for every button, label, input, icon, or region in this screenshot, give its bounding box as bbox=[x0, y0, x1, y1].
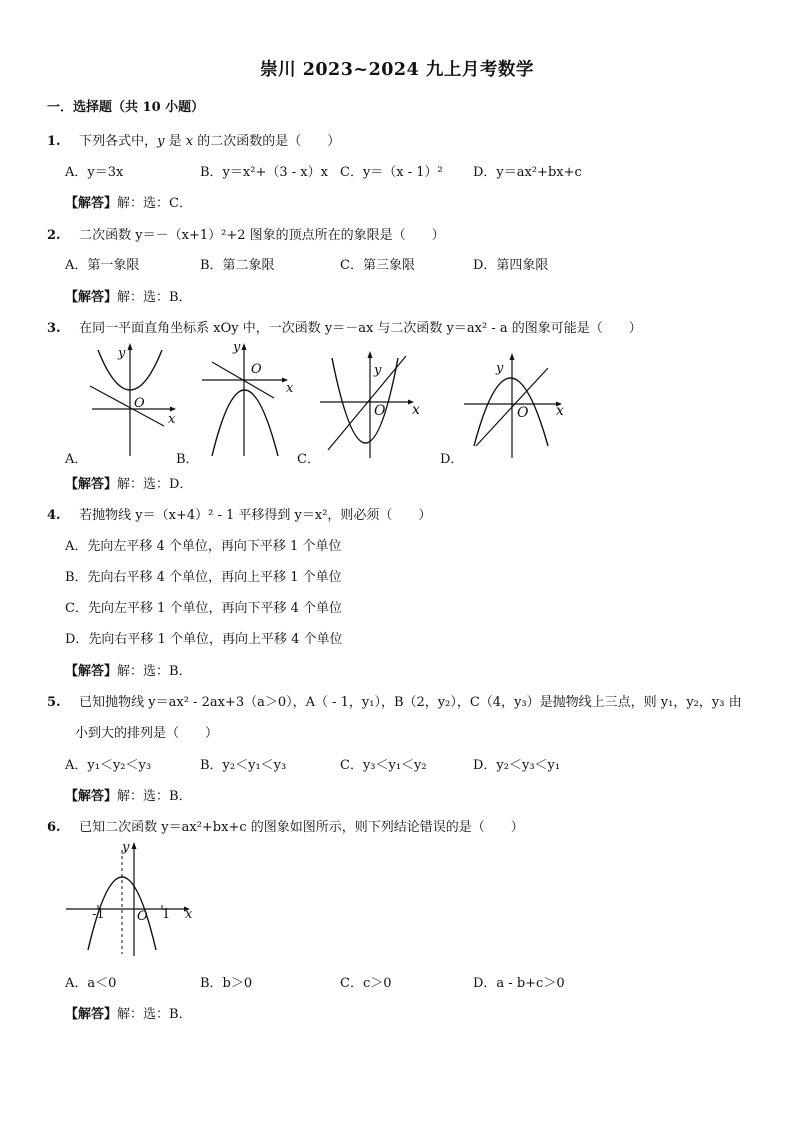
question-stem: 若抛物线 y＝（x+4）² - 1 平移得到 y＝x²，则必须（ ） bbox=[79, 508, 432, 523]
question-stem: 已知二次函数 y＝ax²+bx+c 的图象如图所示，则下列结论错误的是（ ） bbox=[79, 820, 524, 835]
y-label: y bbox=[496, 361, 504, 376]
option-a: A． bbox=[65, 452, 88, 467]
option-a: A．第一象限 bbox=[65, 258, 140, 273]
question-3 bbox=[47, 317, 642, 336]
question-number: 5. bbox=[47, 695, 61, 710]
answer-tag: 【解答】 bbox=[65, 1007, 118, 1022]
option-d: D． bbox=[440, 452, 464, 467]
graph-q6 bbox=[64, 838, 194, 958]
option-a: A．a＜0 bbox=[65, 976, 117, 991]
question-stem-line1: 已知抛物线 y＝ax² - 2ax+3（a＞0），A（ - 1，y₁），B（2，y₂），C（4，y₃）是抛物线上三点，则 y₁，y₂，y₃ 由 bbox=[79, 695, 742, 710]
answer-text: 解：选：C． bbox=[117, 196, 192, 211]
answer-text: 解：选：B． bbox=[117, 1007, 192, 1022]
option-c: C．y₃＜y₁＜y₂ bbox=[340, 758, 427, 773]
page-title: 崇川 2023~2024 九上月考数学 bbox=[260, 60, 534, 80]
question-5 bbox=[47, 691, 742, 710]
y-label: y bbox=[233, 340, 241, 355]
origin-label: O bbox=[137, 909, 148, 924]
option-d: D．a - b+c＞0 bbox=[473, 976, 565, 991]
question-1 bbox=[47, 130, 340, 149]
graph-b bbox=[198, 340, 294, 458]
line bbox=[90, 386, 164, 426]
x-label: x bbox=[168, 412, 176, 427]
question-stem: 二次函数 y＝－（x+1）²+2 图象的顶点所在的象限是（ ） bbox=[79, 228, 445, 243]
question-stem-line2: 小到大的排列是（ ） bbox=[75, 726, 219, 741]
option-c: C．c＞0 bbox=[340, 976, 392, 991]
tick-label-neg1: -1 bbox=[92, 907, 105, 922]
option-a: A．y＝3x bbox=[65, 165, 124, 180]
x-label: x bbox=[185, 907, 193, 922]
option-b: B．先向右平移 4 个单位，再向上平移 1 个单位 bbox=[65, 570, 342, 585]
answer-6 bbox=[65, 1003, 192, 1022]
option-a: A．y₁＜y₂＜y₃ bbox=[65, 758, 152, 773]
question-4 bbox=[47, 504, 431, 523]
parabola bbox=[332, 358, 398, 443]
y-label: y bbox=[374, 363, 382, 378]
option-c: C．y＝（x - 1）² bbox=[340, 165, 443, 180]
origin-label: O bbox=[374, 403, 386, 419]
option-b: B．y＝x²+（3 - x）x bbox=[200, 165, 328, 180]
y-label: y bbox=[122, 840, 130, 855]
question-6 bbox=[47, 816, 524, 835]
answer-tag: 【解答】 bbox=[65, 290, 118, 305]
answer-text: 解：选：B． bbox=[117, 664, 192, 679]
option-d: D．先向右平移 1 个单位，再向上平移 4 个单位 bbox=[65, 632, 343, 647]
answer-tag: 【解答】 bbox=[65, 196, 118, 211]
answer-5 bbox=[65, 785, 192, 804]
y-axis-arrow bbox=[128, 343, 133, 350]
origin-label: O bbox=[517, 405, 529, 421]
question-stem: 在同一平面直角坐标系 xOy 中，一次函数 y＝－ax 与二次函数 y＝ax² - a 的图象可能是（ ） bbox=[79, 321, 642, 336]
answer-text: 解：选：B． bbox=[117, 290, 192, 305]
option-b: B． bbox=[176, 452, 199, 467]
origin-label: O bbox=[134, 396, 145, 411]
answer-1 bbox=[65, 192, 192, 211]
y-axis-arrow bbox=[368, 351, 373, 358]
answer-tag: 【解答】 bbox=[65, 789, 118, 804]
question-number: 1. bbox=[47, 134, 61, 149]
y-axis-arrow bbox=[132, 842, 137, 849]
question-number: 3. bbox=[47, 321, 61, 336]
option-c: C．先向左平移 1 个单位，再向下平移 4 个单位 bbox=[65, 601, 343, 616]
answer-4 bbox=[65, 660, 192, 679]
question-stem: 下列各式中，y 是 x 的二次函数的是（ ） bbox=[79, 134, 341, 149]
answer-text: 解：选：D． bbox=[117, 477, 193, 492]
answer-tag: 【解答】 bbox=[65, 664, 118, 679]
x-label: x bbox=[286, 381, 294, 396]
option-c: C． bbox=[297, 452, 320, 467]
answer-text: 解：选：B． bbox=[117, 789, 192, 804]
option-a: A．先向左平移 4 个单位，再向下平移 1 个单位 bbox=[65, 539, 342, 554]
origin-label: O bbox=[251, 362, 262, 377]
option-b: B．第二象限 bbox=[200, 258, 275, 273]
answer-2 bbox=[65, 286, 192, 305]
question-number: 2. bbox=[47, 228, 61, 243]
y-axis-arrow bbox=[242, 343, 247, 350]
question-2 bbox=[47, 224, 445, 243]
option-b: B．y₂＜y₁＜y₃ bbox=[200, 758, 287, 773]
parabola bbox=[212, 390, 278, 456]
y-label: y bbox=[118, 346, 126, 361]
line bbox=[328, 356, 406, 450]
option-d: D．y＝ax²+bx+c bbox=[473, 165, 582, 180]
y-axis-arrow bbox=[510, 353, 515, 360]
option-d: D．第四象限 bbox=[473, 258, 549, 273]
section-heading: 一．选择题（共 10 小题） bbox=[47, 100, 205, 115]
question-number: 6. bbox=[47, 820, 61, 835]
question-number: 4. bbox=[47, 508, 61, 523]
x-axis-arrow bbox=[170, 407, 176, 412]
answer-tag: 【解答】 bbox=[65, 477, 118, 492]
option-c: C．第三象限 bbox=[340, 258, 415, 273]
option-d: D．y₂＜y₃＜y₁ bbox=[473, 758, 561, 773]
x-label: x bbox=[556, 403, 564, 419]
answer-3 bbox=[65, 473, 192, 492]
tick-label-1: 1 bbox=[162, 907, 171, 922]
x-label: x bbox=[412, 402, 420, 418]
option-b: B．b＞0 bbox=[200, 976, 253, 991]
graph-c bbox=[318, 348, 424, 460]
